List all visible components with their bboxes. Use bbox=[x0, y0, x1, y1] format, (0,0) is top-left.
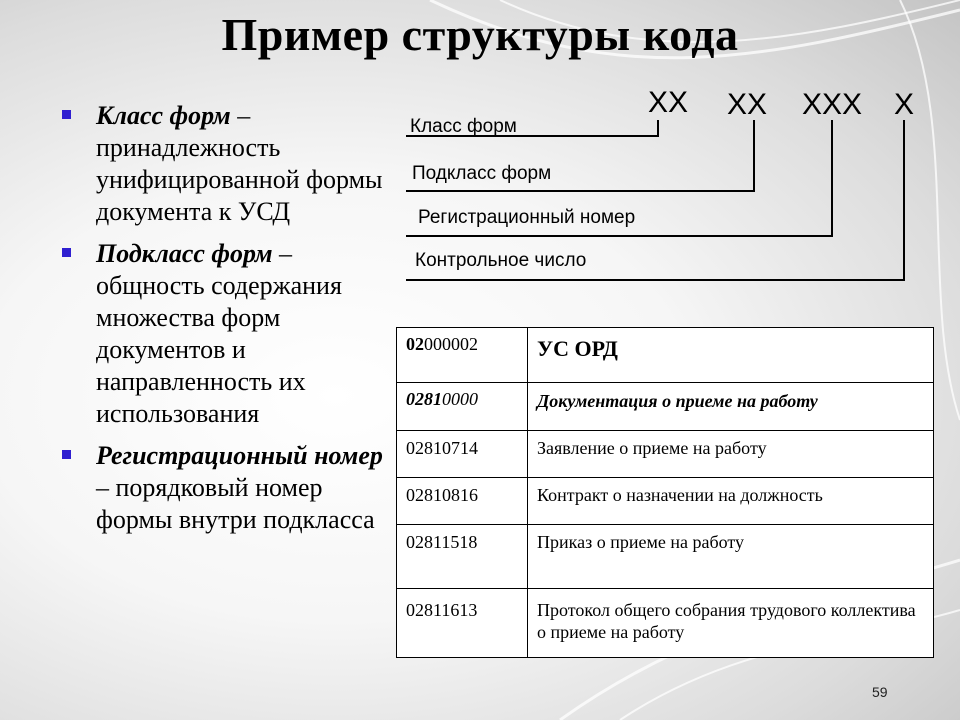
term: Регистрационный номер bbox=[96, 441, 383, 470]
name-cell: Протокол общего собрания трудового коллектива о приеме на работу bbox=[528, 589, 934, 658]
name-cell: Заявление о приеме на работу bbox=[528, 431, 934, 478]
code-cell: 02810000 bbox=[397, 383, 528, 431]
name-cell: Приказ о приеме на работу bbox=[528, 525, 934, 589]
definition: – принадлежность унифицированной формы документа к УСД bbox=[96, 101, 383, 226]
label-registration-number: Регистрационный номер bbox=[418, 207, 636, 228]
slide-title: Пример структуры кода bbox=[221, 9, 739, 60]
form-codes-table bbox=[396, 327, 934, 658]
code-cell: 02811613 bbox=[397, 589, 528, 658]
table-row bbox=[397, 431, 934, 478]
term: Подкласс форм bbox=[96, 239, 273, 268]
definition: – общность содержания множества форм документов и направленность их использования bbox=[96, 239, 342, 428]
code-cell: 02811518 bbox=[397, 525, 528, 589]
code-cell: 02810816 bbox=[397, 478, 528, 525]
code-group-4: X bbox=[894, 88, 915, 121]
name-cell: Контракт о назначении на должность bbox=[528, 478, 934, 525]
label-class-forms: Класс форм bbox=[410, 116, 517, 137]
code-group-2: XX bbox=[727, 88, 768, 121]
label-subclass-forms: Подкласс форм bbox=[412, 163, 552, 184]
page-number: 59 bbox=[872, 684, 888, 700]
code-cell: 02810714 bbox=[397, 431, 528, 478]
label-check-digit: Контрольное число bbox=[415, 250, 587, 271]
code-group-1: XX bbox=[648, 86, 689, 119]
code-cell: 02000002 bbox=[397, 328, 528, 383]
table-row bbox=[397, 328, 934, 383]
term: Класс форм bbox=[96, 101, 231, 130]
name-cell: УС ОРД bbox=[528, 328, 934, 383]
name-cell: Документация о приеме на работу bbox=[528, 383, 934, 431]
code-group-3: XXX bbox=[802, 88, 863, 121]
table-row bbox=[397, 383, 934, 431]
table-row bbox=[397, 525, 934, 589]
table-row bbox=[397, 478, 934, 525]
table-row bbox=[397, 589, 934, 658]
definition: – порядковый номер формы внутри подкласса bbox=[96, 473, 375, 534]
